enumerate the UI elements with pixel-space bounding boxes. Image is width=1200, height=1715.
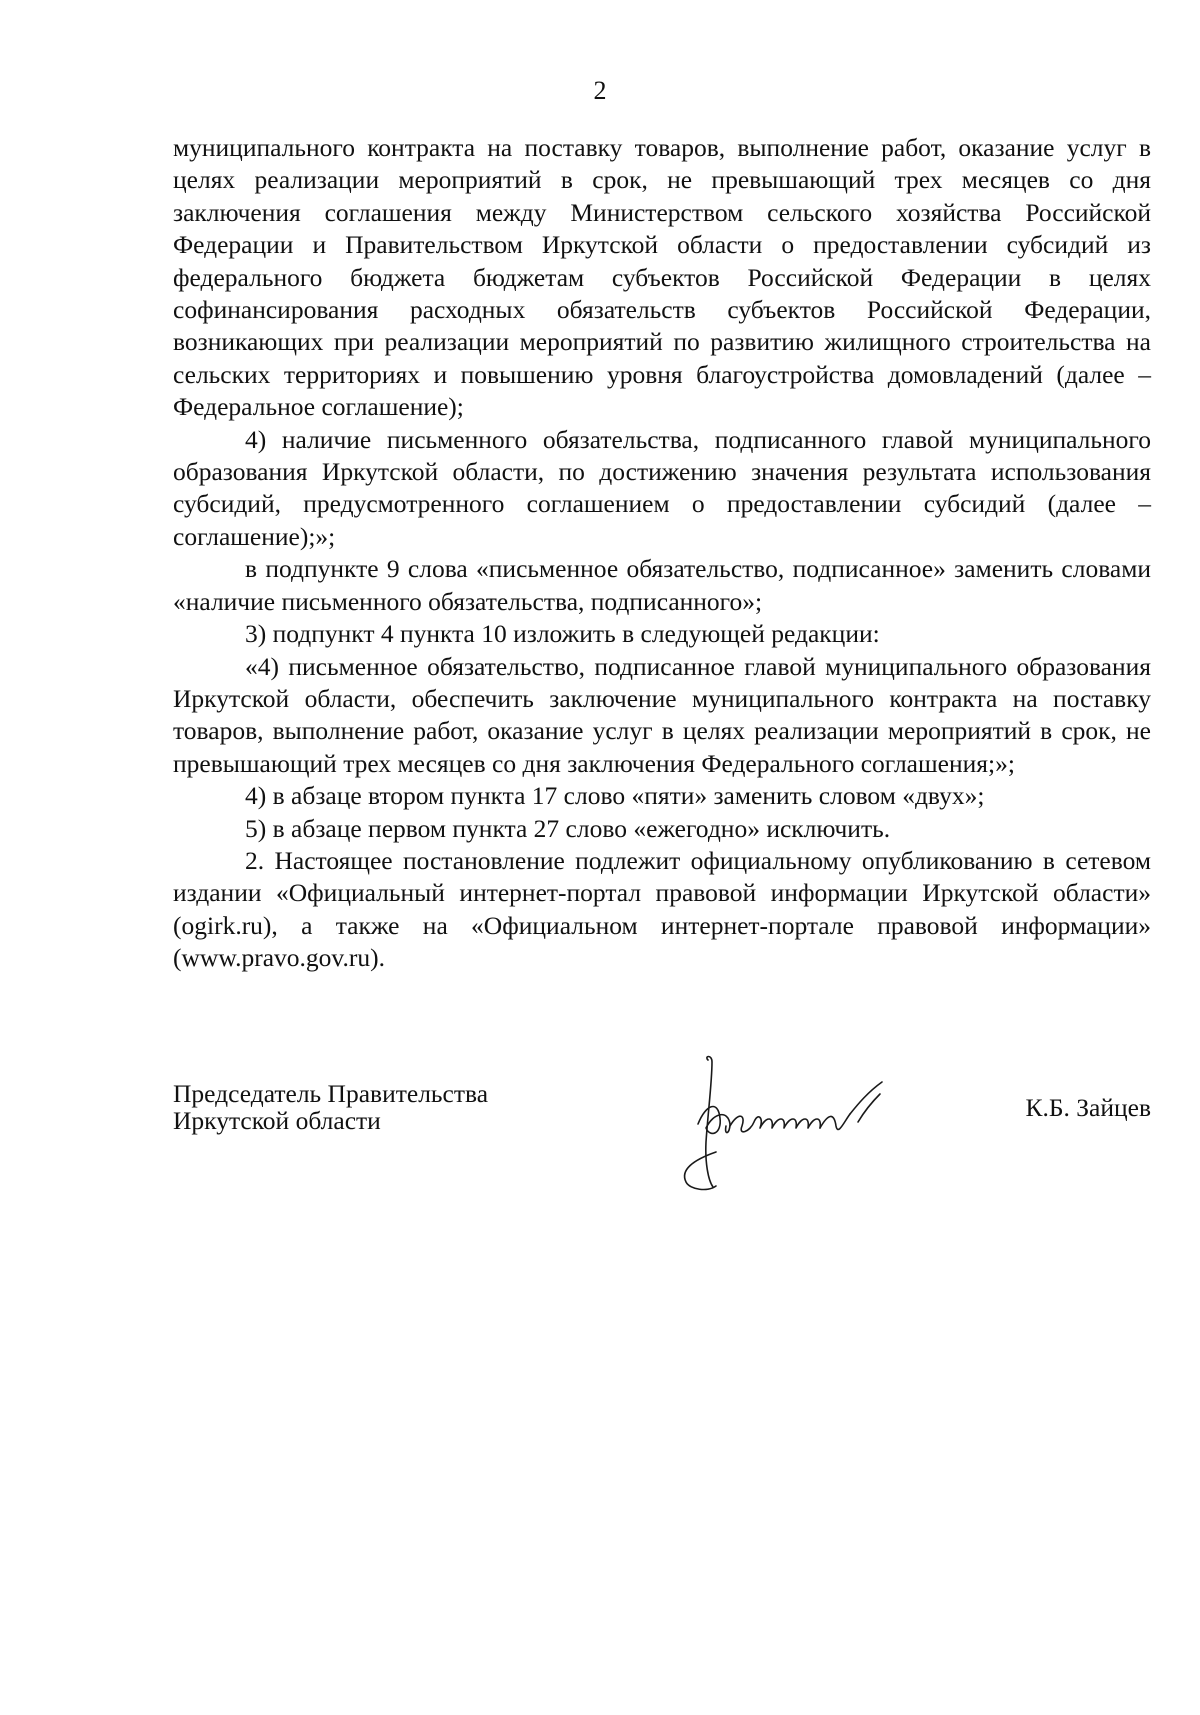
page-number: 2	[593, 76, 607, 105]
paragraph: 2. Настоящее постановление подлежит официальному опубликованию в сетевом издании «Официальный интернет-портал правовой информации Иркутской области» (ogirk.ru), а также на «Официальном интернет-портале правовой информации» (www.pravo.gov.ru).	[173, 845, 1151, 973]
signatory-title	[173, 1080, 488, 1134]
handwritten-signature-icon	[668, 1052, 918, 1202]
paragraph: 3) подпункт 4 пункта 10 изложить в следующей редакции:	[245, 619, 880, 649]
paragraph: 4) наличие письменного обязательства, подписанного главой муниципального образования Иркутской области, по достижению значения результата использования субсидий, предусмотренного соглашением о предоставлении субсидий (далее – соглашение);»;	[173, 424, 1151, 551]
document-body	[173, 132, 1151, 975]
signature-block	[173, 1080, 1151, 1200]
paragraph: 4) в абзаце втором пункта 17 слово «пяти» заменить словом «двух»;	[245, 781, 985, 811]
paragraph: в подпункте 9 слова «письменное обязательство, подписанное» заменить словами «наличие письменного обязательства, подписанного»;	[173, 554, 1151, 616]
signatory-title-line: Председатель Правительства	[173, 1079, 489, 1108]
paragraph: муниципального контракта на поставку товаров, выполнение работ, оказание услуг в целях реализации мероприятий в срок, не превышающий трех месяцев со дня заключения соглашения между Министерством сельского хозяйства Российской Федерации и Правительством Иркутской области о предоставлении субсидий из федерального бюджета бюджетам субъектов Российской Федерации в целях софинансирования расходных обязательств субъектов Российской Федерации, возникающих при реализации мероприятий по развитию жилищного строительства на сельских территориях и повышению уровня благоустройства домовладений (далее – Федеральное соглашение);	[173, 133, 1151, 422]
paragraph: 5) в абзаце первом пункта 27 слово «ежегодно» исключить.	[245, 813, 891, 843]
paragraph: «4) письменное обязательство, подписанное главой муниципального образования Иркутской области, обеспечить заключение муниципального контракта на поставку товаров, выполнение работ, оказание услуг в целях реализации мероприятий в срок, не превышающий трех месяцев со дня заключения Федерального соглашения;»;	[173, 651, 1151, 778]
signatory-name: К.Б. Зайцев	[1025, 1093, 1151, 1122]
signatory-title-line: Иркутской области	[173, 1106, 381, 1135]
